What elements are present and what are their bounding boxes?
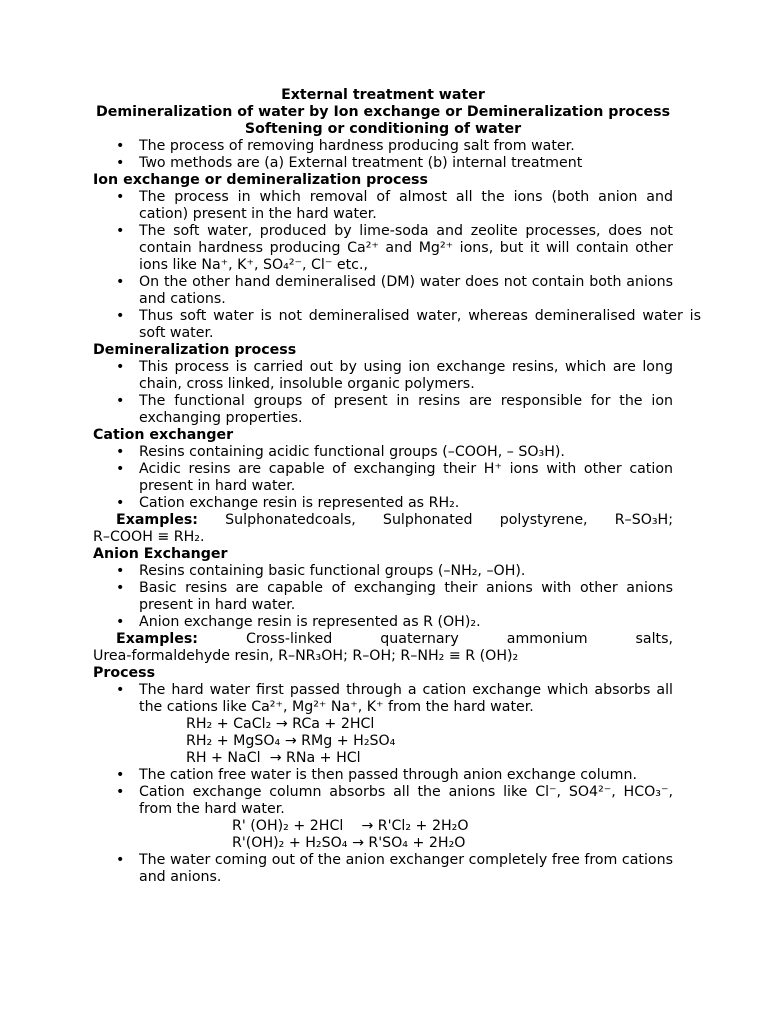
- list-item: • The functional groups of present in resins are responsible for the ion exchanging properties.: [93, 393, 673, 427]
- process-list-3: [93, 852, 673, 886]
- list-item: • The water coming out of the anion exchanger completely free from cations and anions.: [93, 852, 673, 886]
- equation: RH₂ + MgSO₄ → RMg + H₂SO₄: [186, 733, 396, 749]
- heading-cation-exchanger: Cation exchanger: [93, 427, 234, 443]
- document-subtitle: Demineralization of water by Ion exchange or Demineralization process: [95, 104, 671, 120]
- list-item: • On the other hand demineralised (DM) water does not contain both anions and cations.: [93, 274, 673, 308]
- ion-exchange-list: [93, 189, 701, 342]
- document-body: [93, 87, 701, 886]
- list-item: • The process of removing hardness producing salt from water.: [93, 138, 673, 155]
- anion-examples-continued: Urea-formaldehyde resin, R–NR₃OH; R–OH; R–NH₂ ≡ R (OH)₂: [93, 648, 519, 664]
- heading-ion-exchange: Ion exchange or demineralization process: [93, 172, 428, 188]
- equation: RH + NaCl → RNa + HCl: [186, 750, 361, 766]
- heading-process: Process: [93, 665, 156, 681]
- list-item: • Thus soft water is not demineralised water, whereas demineralised water is soft water.: [93, 308, 701, 342]
- list-item: • Resins containing acidic functional groups (–COOH, – SO₃H).: [93, 444, 673, 461]
- examples-text: Sulphonatedcoals, Sulphonated polystyrene, R–SO₃H;: [197, 512, 673, 528]
- list-item: • The hard water first passed through a cation exchange which absorbs all the cations like Ca²⁺, Mg²⁺ Na⁺, K⁺ from the hard water.: [93, 682, 673, 716]
- list-item: • The cation free water is then passed through anion exchange column.: [93, 767, 673, 784]
- process-list-2: [93, 767, 673, 818]
- softening-list: [93, 138, 673, 172]
- document-title: External treatment water: [281, 87, 485, 103]
- list-item: • The soft water, produced by lime-soda and zeolite processes, does not contain hardness producing Ca²⁺ and Mg²⁺ ions, but it will contain other ions like Na⁺, K⁺, SO₄²⁻, Cl⁻ etc.,: [93, 223, 673, 274]
- examples-label: Examples:: [116, 512, 198, 528]
- equation: R' (OH)₂ + 2HCl → R'Cl₂ + 2H₂O: [232, 818, 469, 834]
- list-item: • Acidic resins are capable of exchanging their H⁺ ions with other cation present in hard water.: [93, 461, 673, 495]
- equation: RH₂ + CaCl₂ → RCa + 2HCl: [186, 716, 375, 732]
- heading-demineralization: Demineralization process: [93, 342, 297, 358]
- demineralization-list: [93, 359, 673, 427]
- section-title-softening: Softening or conditioning of water: [244, 121, 522, 137]
- anion-list: [93, 563, 673, 631]
- list-item: • Cation exchange resin is represented as RH₂.: [93, 495, 673, 512]
- cation-examples-continued: R–COOH ≡ RH₂.: [93, 529, 205, 545]
- equation: R'(OH)₂ + H₂SO₄ → R'SO₄ + 2H₂O: [232, 835, 466, 851]
- list-item: • Anion exchange resin is represented as R (OH)₂.: [93, 614, 673, 631]
- examples-text: Cross-linked quaternary ammonium salts,: [197, 631, 673, 647]
- heading-anion-exchanger: Anion Exchanger: [93, 546, 228, 562]
- list-item: • Basic resins are capable of exchanging their anions with other anions present in hard water.: [93, 580, 673, 614]
- list-item: • The process in which removal of almost all the ions (both anion and cation) present in the hard water.: [93, 189, 673, 223]
- list-item: • Two methods are (a) External treatment (b) internal treatment: [93, 155, 673, 172]
- list-item: • Resins containing basic functional groups (–NH₂, –OH).: [93, 563, 673, 580]
- process-list: [93, 682, 673, 716]
- list-item: • Cation exchange column absorbs all the anions like Cl⁻, SO4²⁻, HCO₃⁻, from the hard water.: [93, 784, 673, 818]
- cation-examples: [93, 512, 673, 529]
- cation-list: [93, 444, 673, 512]
- list-item: • This process is carried out by using ion exchange resins, which are long chain, cross linked, insoluble organic polymers.: [93, 359, 673, 393]
- anion-examples: [93, 631, 673, 648]
- examples-label: Examples:: [116, 631, 198, 647]
